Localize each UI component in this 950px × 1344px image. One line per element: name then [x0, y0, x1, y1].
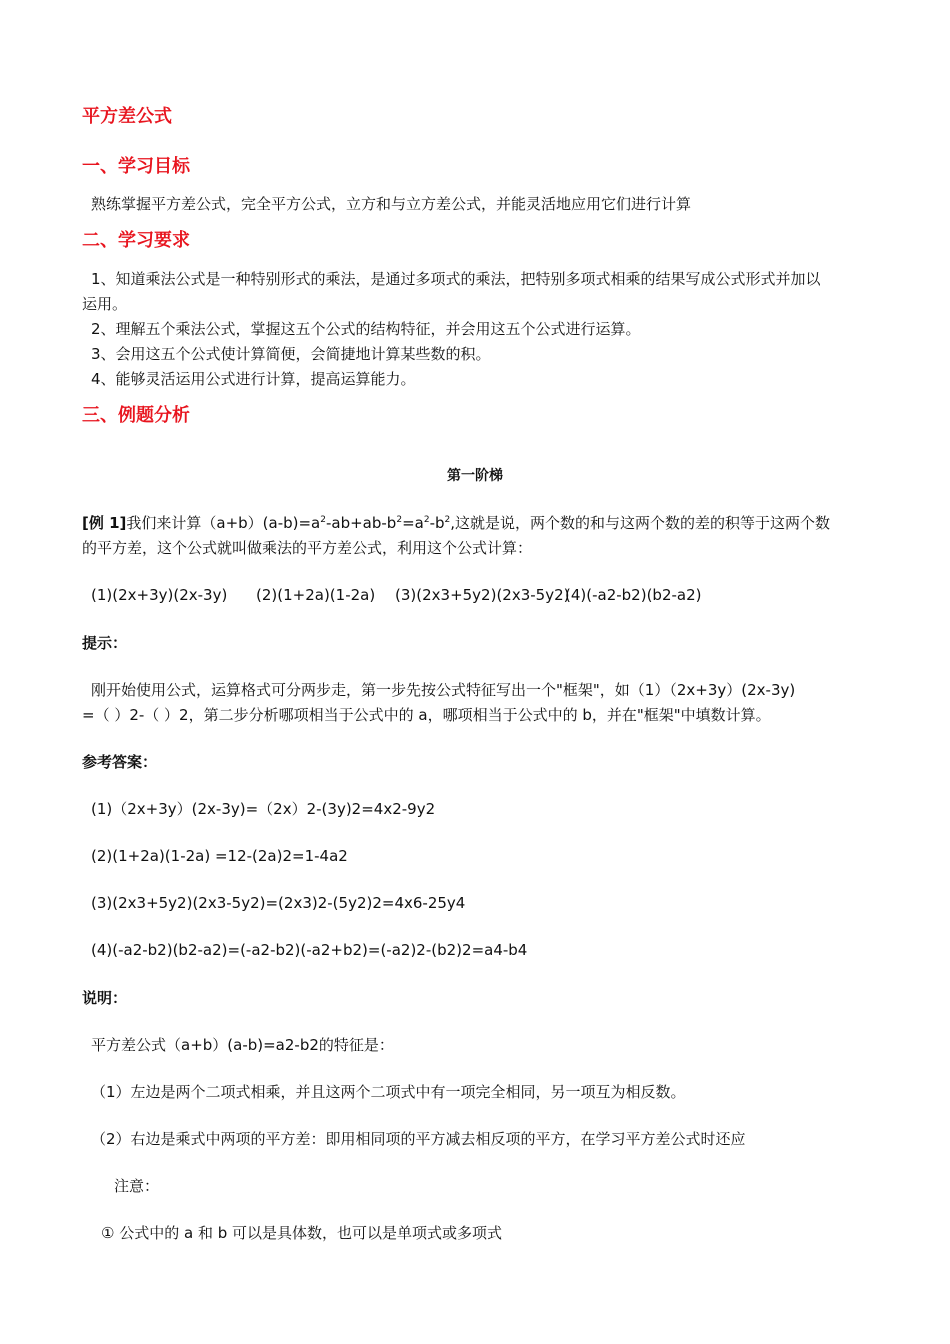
requirement-item-2: 2、理解五个乘法公式，掌握这五个公式的结构特征，并会用这五个公式进行运算。 [91, 320, 641, 338]
answer-label: 参考答案： [82, 753, 158, 771]
explain-label: 说明： [82, 989, 128, 1007]
goals-text: 熟练掌握平方差公式，完全平方公式，立方和与立方差公式，并能灵活地应用它们进行计算 [91, 195, 692, 213]
explain-point-1: （1）左边是两个二项式相乘，并且这两个二项式中有一项完全相同，另一项互为相反数。 [91, 1083, 686, 1101]
explain-point-2: （2）右边是乘式中两项的平方差：即用相同项的平方减去相反项的平方，在学习平方差公式时还应 [91, 1130, 746, 1148]
problem-2: (2)(1+2a)(1-2a) [256, 586, 376, 604]
example-1-line-2: 的平方差，这个公式就叫做乘法的平方差公式，利用这个公式计算： [82, 539, 533, 557]
step-subheading: 第一阶梯 [447, 468, 503, 484]
requirement-item-3: 3、会用这五个公式使计算简便，会简捷地计算某些数的积。 [91, 345, 491, 363]
answer-1: (1)（2x+3y）(2x-3y)=（2x）2-(3y)2=4x2-9y2 [91, 800, 436, 818]
problem-1: (1)(2x+3y)(2x-3y) [91, 586, 228, 604]
example-label: [例 1] [82, 514, 127, 532]
section-heading-goals: 一、学习目标 [82, 156, 190, 177]
page-title: 平方差公式 [82, 106, 172, 127]
hint-line-2: =（ ）2-（ ）2，第二步分析哪项相当于公式中的 a，哪项相当于公式中的 b，并在"框架"中填数计算。 [82, 706, 771, 724]
problem-4: (4)(-a2-b2)(b2-a2) [565, 586, 702, 604]
explain-intro: 平方差公式（a+b）(a-b)=a2-b2的特征是： [91, 1036, 394, 1054]
hint-label: 提示： [82, 634, 128, 652]
requirement-item-1: 1、知道乘法公式是一种特别形式的乘法，是通过多项式的乘法，把特别多项式相乘的结果写成公式形式并加以 [91, 270, 821, 288]
requirement-item-1-cont: 运用。 [82, 295, 128, 313]
answer-3: (3)(2x3+5y2)(2x3-5y2)=(2x3)2-(5y2)2=4x6-25y4 [91, 894, 466, 912]
note-item-1: ① 公式中的 a 和 b 可以是具体数，也可以是单项式或多项式 [101, 1224, 503, 1242]
answer-4: (4)(-a2-b2)(b2-a2)=(-a2-b2)(-a2+b2)=(-a2)2-(b2)2=a4-b4 [91, 941, 528, 959]
section-heading-requirements: 二、学习要求 [82, 230, 190, 251]
hint-line-1: 刚开始使用公式，运算格式可分两步走，第一步先按公式特征写出一个"框架"，如（1）（2x+3y）(2x-3y) [91, 681, 796, 699]
section-heading-examples: 三、例题分析 [82, 405, 190, 426]
requirement-item-4: 4、能够灵活运用公式进行计算，提高运算能力。 [91, 370, 416, 388]
answer-2: (2)(1+2a)(1-2a) =12-(2a)2=1-4a2 [91, 847, 348, 865]
note-label: 注意： [114, 1177, 160, 1195]
example-1-line-1: [例 1]我们来计算$(a+b)(a-b)=a^2-ab+ab-b^2=a^2-b^2$,这就是说，两个数的和与这两个数的差的积等于这两个数 [82, 514, 831, 532]
problem-3: (3)(2x3+5y2)(2x3-5y2) [395, 586, 570, 604]
